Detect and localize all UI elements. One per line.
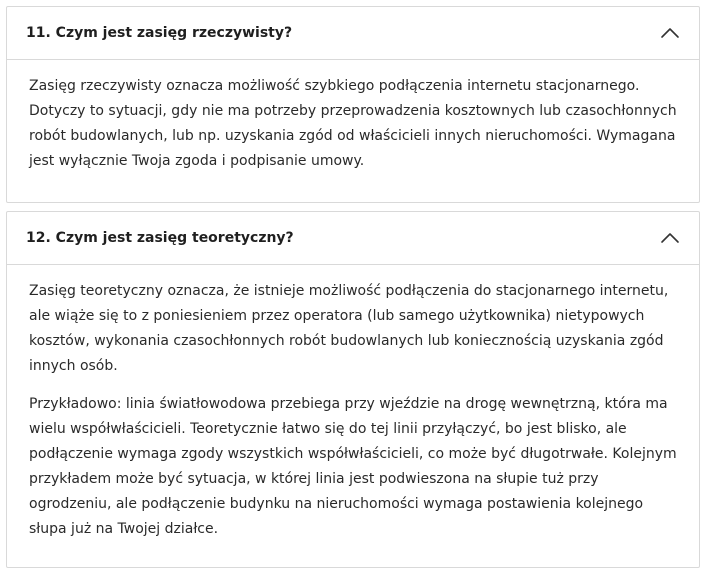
answer-line: innych osób. [29,358,118,374]
answer-line: przykładem może być sytuacja, w której linia jest podwieszona na słupie tuż przy [29,471,599,487]
faq-item-11-paragraph-1 [29,74,677,174]
faq-item-12-paragraph-2 [29,392,677,542]
answer-line: wielu współwłaścicieli. Teoretycznie łatwo się do tej linii przyłączyć, bo jest blisko, ale [29,421,627,437]
answer-line: jest wyłącznie Twoja zgoda i podpisanie umowy. [29,153,365,169]
faq-item-12-answer [7,265,699,542]
faq-item-12-header[interactable] [7,212,699,265]
faq-item-12-paragraph-1 [29,279,677,379]
faq-item-11-title: 11. Czym jest zasięg rzeczywisty? [26,25,293,41]
faq-item-11-answer [7,60,699,174]
chevron-up-icon[interactable] [658,23,682,43]
answer-line: Dotyczy to sytuacji, gdy nie ma potrzeby przeprowadzenia kosztownych lub czasochłonnych [29,103,677,119]
answer-line: Zasięg teoretyczny oznacza, że istnieje możliwość podłączenia do stacjonarnego internetu, [29,283,669,299]
answer-line: Przykładowo: linia światłowodowa przebiega przy wjeździe na drogę wewnętrzną, która ma [29,396,668,412]
faq-item-11 [6,6,700,203]
answer-line: ale wiąże się to z poniesieniem przez operatora (lub samego użytkownika) nietypowych [29,308,645,324]
answer-line: podłączenie wymaga zgody wszystkich współwłaścicieli, co może być długotrwałe. Kolejnym [29,446,677,462]
answer-line: słupa już na Twojej działce. [29,521,219,537]
answer-line: ogrodzeniu, ale podłączenie budynku na nieruchomości wymaga postawienia kolejnego [29,496,644,512]
answer-line: robót budowlanych, lub np. uzyskania zgód od właścicieli innych nieruchomości. Wymagana [29,128,676,144]
faq-item-12-title: 12. Czym jest zasięg teoretyczny? [26,230,294,246]
faq-item-12 [6,211,700,568]
answer-line: kosztów, wykonania czasochłonnych robót budowlanych lub koniecznością uzyskania zgód [29,333,664,349]
faq-item-11-header[interactable] [7,7,699,60]
answer-line: Zasięg rzeczywisty oznacza możliwość szybkiego podłączenia internetu stacjonarnego. [29,78,640,94]
chevron-up-icon[interactable] [658,228,682,248]
